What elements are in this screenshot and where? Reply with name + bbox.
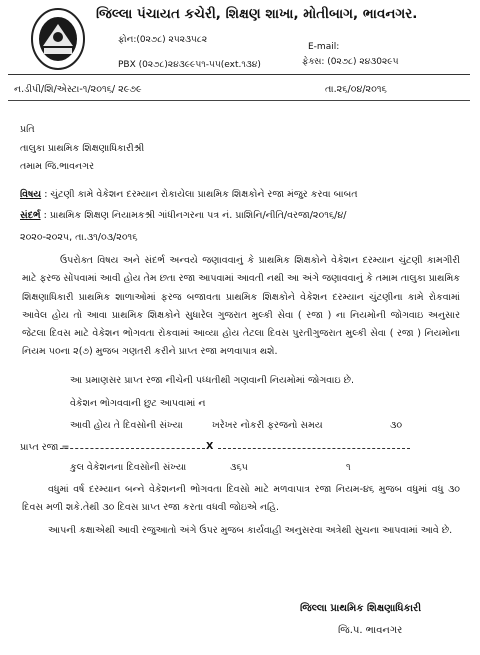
subject-line: [20, 189, 358, 200]
reference-text-2: ૨૦૨૦-૨૦૨૫, તા.૩૧/૦૩/૨૦૧૬: [20, 232, 138, 243]
reference-number: ન.ડીપી/શિ/એસ્ટા-૧/૨૦૧૬/ ૨૯૭૯: [14, 84, 142, 95]
fraction-line-2: [218, 448, 410, 449]
rule-paragraph: વધુમાં વર્ષ દરમ્યાન બન્ને વેકેશનની ભોગવતા દિવસો માટે મળવાપાત્ર રજા નિયમ-૪૬ મુજબ વધુમાં વધુ ૩૦ દિવસ મળી શકે.તેથી ૩૦ દિવસ પ્રાપ્ત રજા કરતા વધવી જોઇએ નહિ.: [22, 484, 460, 514]
pbx-number: PBX (0૨૭૮)૨૪૩૯૯૫૧-૫૫(ext.૧૩૪): [118, 60, 261, 70]
multiply-mark: X: [206, 441, 214, 452]
calc-line-1: વેકેશન ભોગવવાની છુટ આપવામાં ન: [70, 398, 206, 409]
addressee-line-2: તમામ જિ.ભાવનગર: [20, 161, 94, 172]
provision-line: આ પ્રમાણસર પ્રાપ્ત રજા નીચેની પધ્ધતીથી ગણવાની નિયમોમાં જોગવાઇ છે.: [70, 375, 354, 386]
ref-divider: [8, 100, 470, 101]
calc-line-2-val: ૩૦: [390, 420, 403, 431]
body-paragraph: ઉપરોક્ત વિષય અને સંદર્ભ અન્વયે જણાવવાનું કે પ્રાથમિક શિક્ષકોને વેકેશન દરમ્યાન ચુંટણી કામગીરી માટે ફરજ સોંપવામાં આવી હોય તેમ છતા રજા આપવામાં આવતી નથી આ અંગે જણાવવાનું કે તમામ તાલુકા પ્રાથમિક શિક્ષણાધિકારી પ્રાથમિક શાળાઓમાં ફરજ બજાવતા પ્રાથમિક શિક્ષકોને વેકેશન દરમ્યાન ચુંટણીના કામે રોકવામાં આવેલ હોય તો આવા પ્રાથમિક શિક્ષકોને સુધારેલ ગુજરાત મુલ્કી સેવા ( રજા ) ના નિયમોની જોગવાઇ અનુસાર જેટલા દિવસ માટે વેકેશન ભોગવતા રોકવામાં આવ્યા હોય તેટલા દિવસ પુરતીગુજરાત મુલ્કી સેવા ( રજા ) નિયમોના નિયમ ૫૦ના ૨(૭) મુજબ ગણતરી કરીને પ્રાપ્ત રજા મળવાપાત્ર થશે.: [22, 255, 460, 358]
district-panchayat-seal-icon: [30, 6, 86, 72]
signatory-place: જિ.પ. ભાવનગર: [338, 625, 403, 636]
fraction-line-1: [60, 448, 205, 449]
subject-text: : ચુંટણી કામે વેકેશન દરમ્યાન રોકાયેલા પ્રાથમિક શિક્ષકોને રજા મંજુર કરવા બાબત: [44, 189, 358, 200]
phone-number: ફોન:(0૨૭૮) ૨૫૨૩૫૮૨: [118, 35, 208, 45]
calc-line-2-left: આવી હોય તે દિવસોની સંખ્યા: [70, 420, 183, 431]
instruction-paragraph: આપની કક્ષાએથી આવી રજુઆતો અંગે ઉપર મુજબ કાર્યવાહી અનુસરવા અત્રેથી સુચના આપવામાં આવે છે.: [48, 525, 453, 536]
letter-date: તા.૨૬/૦૪/૨૦૧૬: [325, 84, 387, 95]
calc-line-4-mid: ૩૬૫: [230, 462, 248, 473]
addressee-line-1: તાલુકા પ્રાથમિક શિક્ષણાધિકારીશ્રી: [20, 143, 145, 154]
subject-label: વિષય: [20, 189, 42, 200]
reference-line: [20, 210, 346, 221]
email-label: E-mail:: [308, 42, 340, 52]
fax-number: ફેક્સ: (0૨૭૮) ૨૪૩0૨૯૫: [302, 57, 399, 67]
calc-label: પ્રાપ્ત રજા =: [20, 442, 70, 453]
signatory-title: જિલ્લા પ્રાથમિક શિક્ષણાધિકારી: [300, 603, 422, 614]
calc-line-4-left: કુલ વેકેશનના દિવસોની સંખ્યા: [70, 462, 187, 473]
calc-line-2-mid: ખરેખર નોકરી ફરજનો સમય: [212, 420, 323, 431]
calc-line-4-val: ૧: [346, 462, 351, 473]
office-heading: જિલ્લા પંચાયત કચેરી, શિક્ષણ શાખા, મોતીબાગ, ભાવનગર.: [96, 6, 418, 22]
prati-label: પ્રતિ: [20, 124, 35, 135]
reference-text: : પ્રાથમિક શિક્ષણ નિયામકશ્રી ગાંધીનગરના પત્ર નં. પ્રાશિનિ/નીતિ/વરજા/૨૦૧૬/૪/: [43, 210, 347, 221]
reference-label: સંદર્ભ: [20, 210, 41, 221]
header-divider: [8, 74, 470, 75]
